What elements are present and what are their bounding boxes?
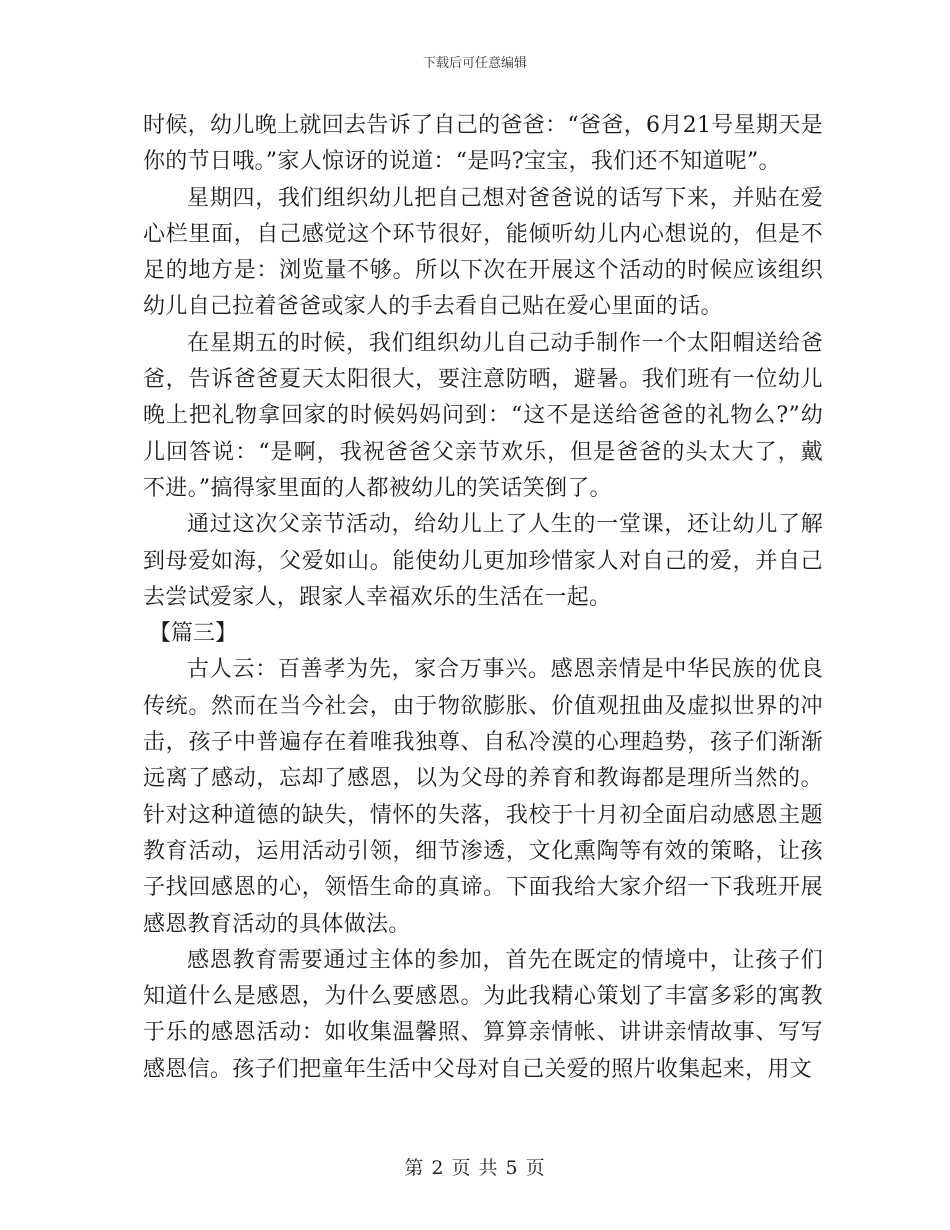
paragraph-4: 通过这次父亲节活动，给幼儿上了人生的一堂课，还让幼儿了解到母爱如海，父爱如山。能使幼儿更加珍惜家人对自己的爱，并自己去尝试爱家人，跟家人幸福欢乐的生活在一起。: [143, 512, 823, 610]
page-header: 下载后可任意编辑: [422, 56, 527, 71]
page-footer: 第 2 页 共 5 页: [404, 1157, 546, 1179]
paragraph-3: 在星期五的时候，我们组织幼儿自己动手制作一个太阳帽送给爸爸，告诉爸爸夏天太阳很大，要注意防晒，避暑。我们班有一位幼儿晚上把礼物拿回家的时候妈妈问到：“这不是送给爸爸的礼物么?”幼儿回答说：“是啊，我祝爸爸父亲节欢乐，但是爸爸的头太大了，戴不进。”搞得家里面的人都被幼儿的笑话笑倒了。: [143, 330, 823, 501]
paragraph-5: 古人云：百善孝为先，家合万事兴。感恩亲情是中华民族的优良传统。然而在当今社会，由于物欲膨胀、价值观扭曲及虚拟世界的冲击，孩子中普遍存在着唯我独尊、自私冷漠的心理趋势，孩子们渐渐远离了感动，忘却了感恩，以为父母的养育和教诲都是理所当然的。针对这种道德的缺失，情怀的失落，我校于十月初全面启动感恩主题教育活动，运用活动引领，细节渗透，文化熏陶等有效的策略，让孩子找回感恩的心，领悟生命的真谛。下面我给大家介绍一下我班开展感恩教育活动的具体做法。: [143, 657, 823, 937]
document-body: [143, 108, 823, 1088]
paragraph-6: 感恩教育需要通过主体的参加，首先在既定的情境中，让孩子们知道什么是感恩，为什么要感恩。为此我精心策划了丰富多彩的寓教于乐的感恩活动：如收集温馨照、算算亲情帐、讲讲亲情故事、写写感恩信。孩子们把童年生活中父母对自己关爱的照片收集起来，用文: [143, 947, 823, 1082]
paragraph-1: 时候，幼儿晚上就回去告诉了自己的爸爸：“爸爸，6月21号星期天是你的节日哦。”家人惊讶的说道：“是吗?宝宝，我们还不知道呢”。: [143, 113, 823, 175]
section-heading: 【篇三】: [149, 621, 238, 647]
paragraph-2: 星期四，我们组织幼儿把自己想对爸爸说的话写下来，并贴在爱心栏里面，自己感觉这个环节很好，能倾听幼儿内心想说的，但是不足的地方是：浏览量不够。所以下次在开展这个活动的时候应该组织幼儿自己拉着爸爸或家人的手去看自己贴在爱心里面的话。: [143, 185, 823, 320]
